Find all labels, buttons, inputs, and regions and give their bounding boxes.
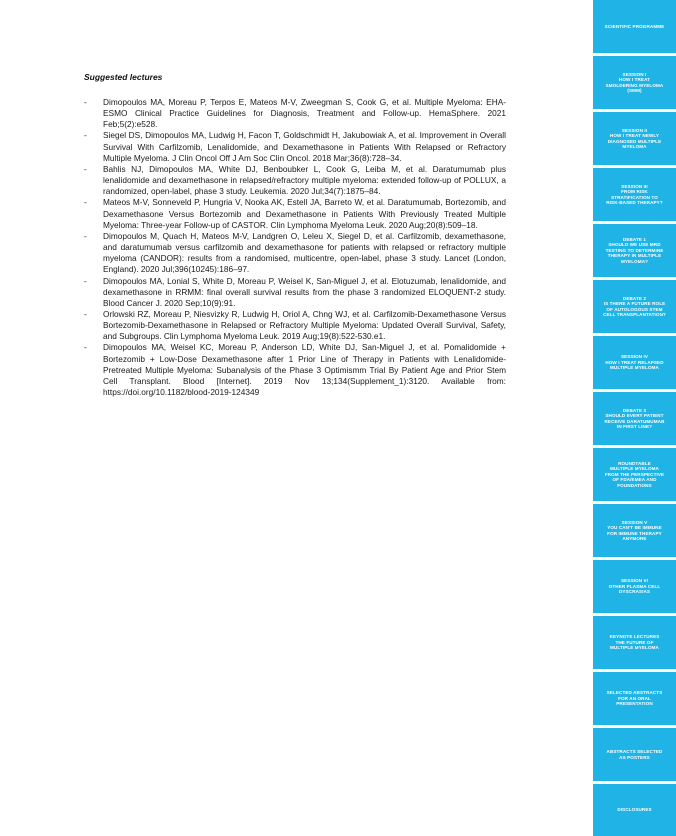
section-heading: Suggested lectures — [84, 72, 163, 82]
reference-item: - Siegel DS, Dimopoulos MA, Ludwig H, Facon T, Goldschmidt H, Jakubowiak A, et al. Improvement in Overall Survival With Carfilzomib, Lenalidomide, and Dexamethasone in Patients With Relapsed or Refractory Multiple Myeloma. J Clin Oncol Off J Am Soc Clin Oncol. 2018 Mar;36(8):728–34. — [84, 130, 506, 163]
sidebar-nav — [593, 0, 676, 836]
reference-item: - Bahlis NJ, Dimopoulos MA, White DJ, Benboubker L, Cook G, Leiba M, et al. Daratumumab plus lenalidomide and dexamethasone in relapsed/refractory multiple myeloma: extended follow-up of POLLUX, a randomized, open-label, phase 3 study. Leukemia. 2020 Jul;34(7):1875–84. — [84, 164, 506, 197]
reference-item: - Dimopoulos M, Quach H, Mateos M-V, Landgren O, Leleu X, Siegel D, et al. Carfilzomib, dexamethasone, and daratumumab versus carfilzomib and dexamethasone for patients with relapsed or refractory multiple myeloma (CANDOR): results from a randomised, multicentre, open-label, phase 3 study. Lancet (London, England). 2020 Jul;396(10245):186–97. — [84, 231, 506, 276]
reference-item: - Orlowski RZ, Moreau P, Niesvizky R, Ludwig H, Oriol A, Chng WJ, et al. Carfilzomib-Dexamethasone Versus Bortezomib-Dexamethasone in Relapsed or Refractory Multiple Myeloma: Updated Overall Survival, Safety, and Subgroups. Clin Lymphoma Myeloma Leuk. 2019 Aug;19(8):522-530.e1. — [84, 309, 506, 342]
nav-tab-session-3[interactable]: SESSION III FROM RISK STRATIFICATION TO RISK-BASED THERAPY? — [593, 168, 676, 221]
nav-tab-disclosures[interactable]: DISCLOSURES — [593, 784, 676, 836]
nav-tab-debate-2[interactable]: DEBATE 2 IS THERE A FUTURE ROLE OF AUTOLOGOUS STEM CELL TRANSPLANTATION? — [593, 280, 676, 333]
reference-list — [84, 97, 506, 398]
nav-tab-session-4[interactable]: SESSION IV HOW I TREAT RELAPSED MULTIPLE MYELOMA — [593, 336, 676, 389]
main-content — [84, 72, 506, 398]
reference-item: - Mateos M-V, Sonneveld P, Hungria V, Nooka AK, Estell JA, Barreto W, et al. Daratumumab, Bortezomib, and Dexamethasone Versus Bortezomib and Dexamethasone in Patients With Previously Treated Multiple Myeloma: Three-year Follow-up of CASTOR. Clin Lymphoma Myeloma Leuk. 2020 Aug;20(8):509–18. — [84, 197, 506, 230]
reference-item: - Dimopoulos MA, Lonial S, White D, Moreau P, Weisel K, San-Miguel J, et al. Elotuzumab, lenalidomide, and dexamethasone in RRMM: final overall survival results from the phase 3 randomized ELOQUENT-2 study. Blood Cancer J. 2020 Sep;10(9):91. — [84, 276, 506, 309]
nav-tab-debate-1[interactable]: DEBATE 1 SHOULD WE USE MRD TESTING TO DETERMINE THERAPY IN MULTIPLE MYELOMA? — [593, 224, 676, 277]
nav-tab-oral-abstracts[interactable]: SELECTED ABSTRACTS FOR AN ORAL PRESENTATION — [593, 672, 676, 725]
nav-tab-scientific-programme[interactable]: SCIENTIFIC PROGRAMME — [593, 0, 676, 53]
reference-item: - Dimopoulos MA, Moreau P, Terpos E, Mateos M-V, Zweegman S, Cook G, et al. Multiple Myeloma: EHA-ESMO Clinical Practice Guidelines for Diagnosis, Treatment and Follow-up. HemaSphere. 2021 Feb;5(2):e528. — [84, 97, 506, 130]
nav-tab-keynote-lectures[interactable]: KEYNOTE LECTURES THE FUTURE OF MULTIPLE MYELOMA — [593, 616, 676, 669]
reference-item: - Dimopoulos MA, Weisel KC, Moreau P, Anderson LD, White DJ, San-Miguel J, et al. Pomalidomide + Bortezomib + Low-Dose Dexamethasone after 1 Prior Line of Therapy in Patients with Lenalidomide-Pretreated Multiple Myeloma: Subanalysis of the Phase 3 Optimismm Trial By Patient Age and Prior Stem Cell Transplant. Blood [Internet]. 2019 Nov 13;134(Supplement_1):3120. Available from: https://doi.org/10.1182/blood-2019-124349 — [84, 342, 506, 398]
nav-tab-session-1[interactable]: SESSION I HOW I TREAT SMOLDERING MYELOMA (SMM) — [593, 56, 676, 109]
nav-tab-session-6[interactable]: SESSION VI OTHER PLASMA CELL DYSCRASIAS — [593, 560, 676, 613]
nav-tab-session-2[interactable]: SESSION II HOW I TREAT NEWLY DIAGNOSED MULTIPLE MYELOMA — [593, 112, 676, 165]
nav-tab-session-5[interactable]: SESSION V YOU CAN'T BE IMMUNE FOR IMMUNE THERAPY ANYMORE — [593, 504, 676, 557]
nav-tab-roundtable[interactable]: ROUNDTABLE MULTIPLE MYELOMA FROM THE PERSPECTIVE OF FDA/EMEA AND FOUNDATIONS — [593, 448, 676, 501]
nav-tab-debate-3[interactable]: DEBATE 3 SHOULD EVERY PATIENT RECEIVE DARATUMUMAB IN FIRST LINE? — [593, 392, 676, 445]
nav-tab-poster-abstracts[interactable]: ABSTRACTS SELECTED AS POSTERS — [593, 728, 676, 781]
